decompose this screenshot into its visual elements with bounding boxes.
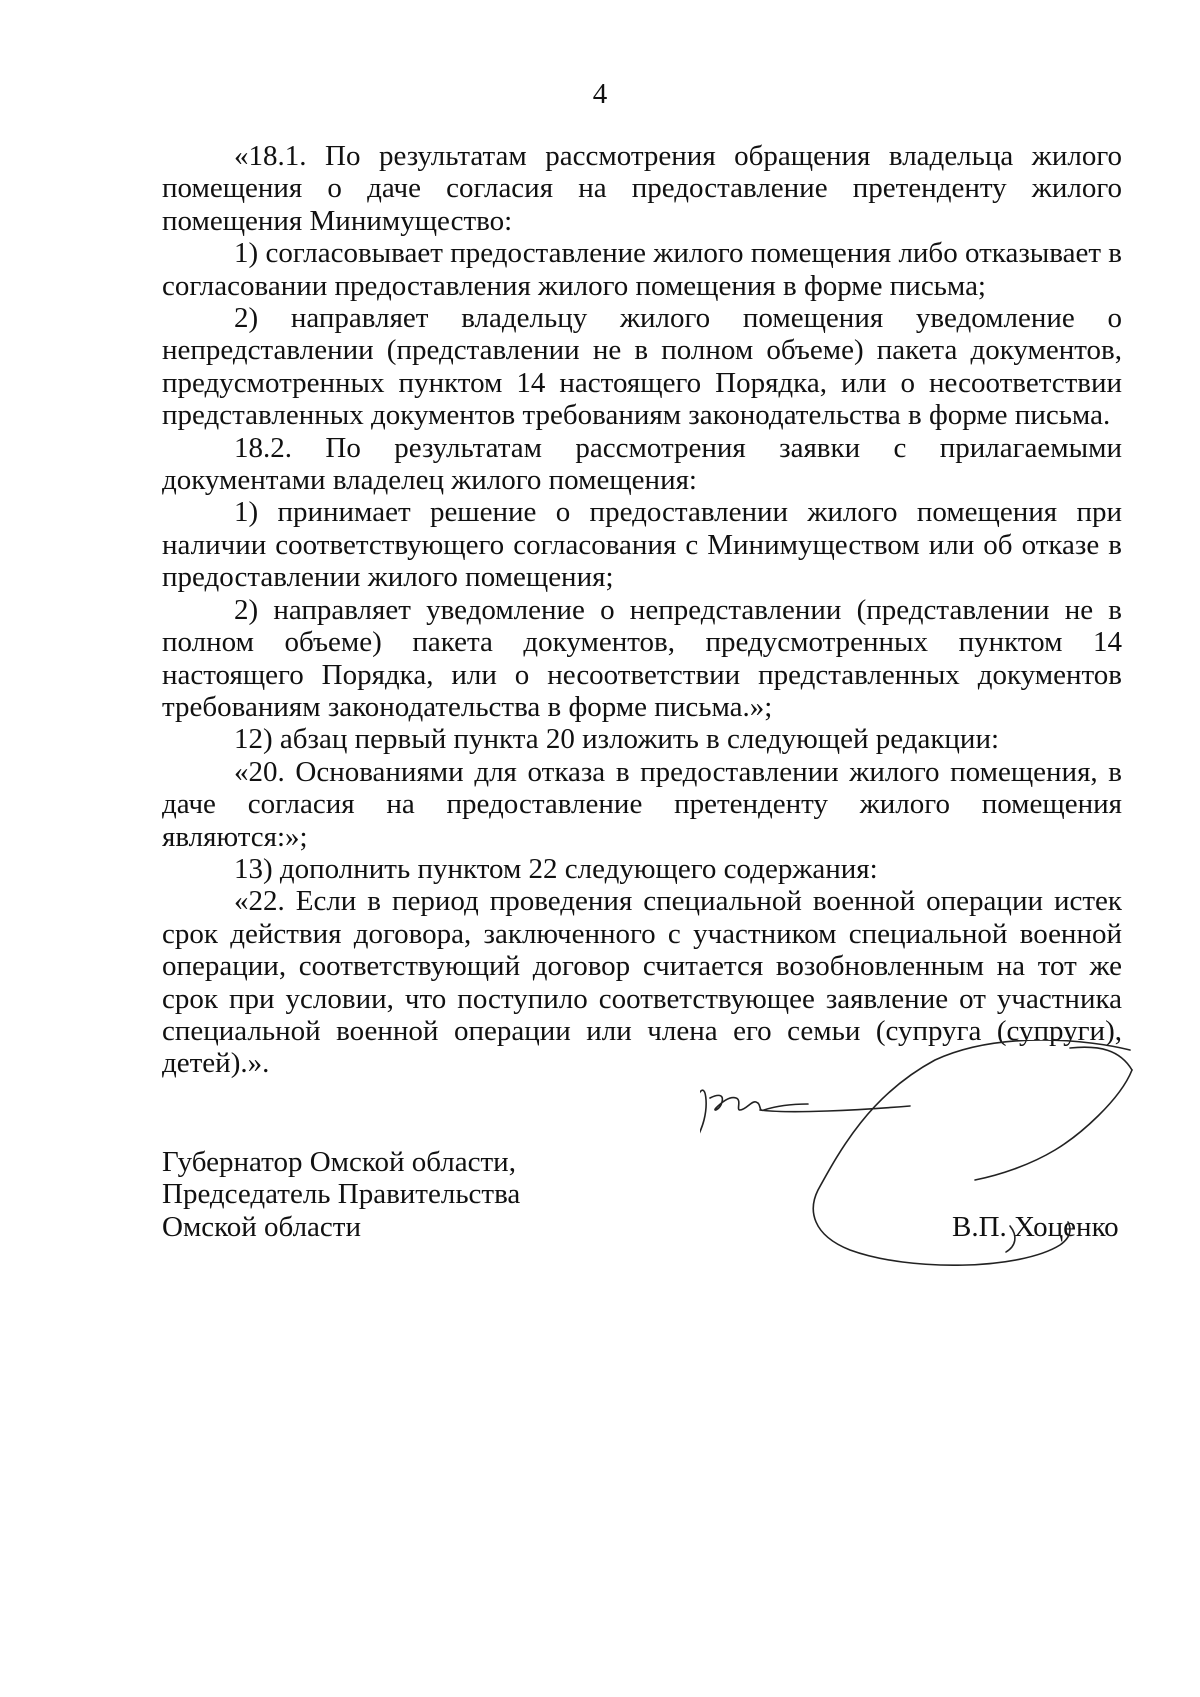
document-body <box>162 140 1122 1080</box>
paragraph-18-1: «18.1. По результатам рассмотрения обращения владельца жилого помещения о даче согласия на предоставление претенденту жилого помещения Минимущество: <box>162 140 1122 237</box>
signatory-title-line-2: Председатель Правительства <box>162 1178 521 1211</box>
amendment-13: 13) дополнить пунктом 22 следующего содержания: <box>234 852 878 885</box>
handwritten-signature <box>700 1040 1160 1290</box>
paragraph-20: «20. Основаниями для отказа в предоставлении жилого помещения, в даче согласия на предоставление претенденту жилого помещения являются:»; <box>162 755 1122 853</box>
signatory-title-line-3: Омской области <box>162 1210 361 1243</box>
signatory-title-line-1: Губернатор Омской области, <box>162 1146 516 1178</box>
paragraph-18-2: 18.2. По результатам рассмотрения заявки с прилагаемыми документами владелец жилого помещения: <box>162 431 1122 497</box>
paragraph-18-1-item-1: 1) согласовывает предоставление жилого помещения либо отказывает в согласовании предоставления жилого помещения в форме письма; <box>162 237 1122 302</box>
paragraph-18-2-item-1: 1) принимает решение о предоставлении жилого помещения при наличии соответствующего согласования с Минимуществом или об отказе в предоставлении жилого помещения; <box>162 496 1122 594</box>
paragraph-18-1-item-2: 2) направляет владельцу жилого помещения уведомление о непредставлении (представлении не в полном объеме) пакета документов, предусмотренных пунктом 14 настоящего Порядка, или о несоответствии представленных документов требованиям законодательства в форме письма. <box>162 302 1122 432</box>
paragraph-18-2-item-2: 2) направляет уведомление о непредставлении (представлении не в полном объеме) пакета документов, предусмотренных пунктом 14 настоящего Порядка, или о несоответствии представленных документов требованиям законодательства в форме письма.»; <box>162 593 1122 723</box>
signatory-name: В.П. Хоценко <box>952 1210 1119 1243</box>
amendment-12: 12) абзац первый пункта 20 изложить в следующей редакции: <box>234 723 1000 756</box>
paragraph-22: «22. Если в период проведения специальной военной операции истек срок действия договора, заключенного с участником специальной военной операции, соответствующий договор считается возобновленным на тот же срок при условии, что поступило соответствующее заявление от участника специальной военной операции или члена его семьи (супруга (супруги), детей).». <box>162 885 1122 1080</box>
page-number: 4 <box>592 78 608 110</box>
